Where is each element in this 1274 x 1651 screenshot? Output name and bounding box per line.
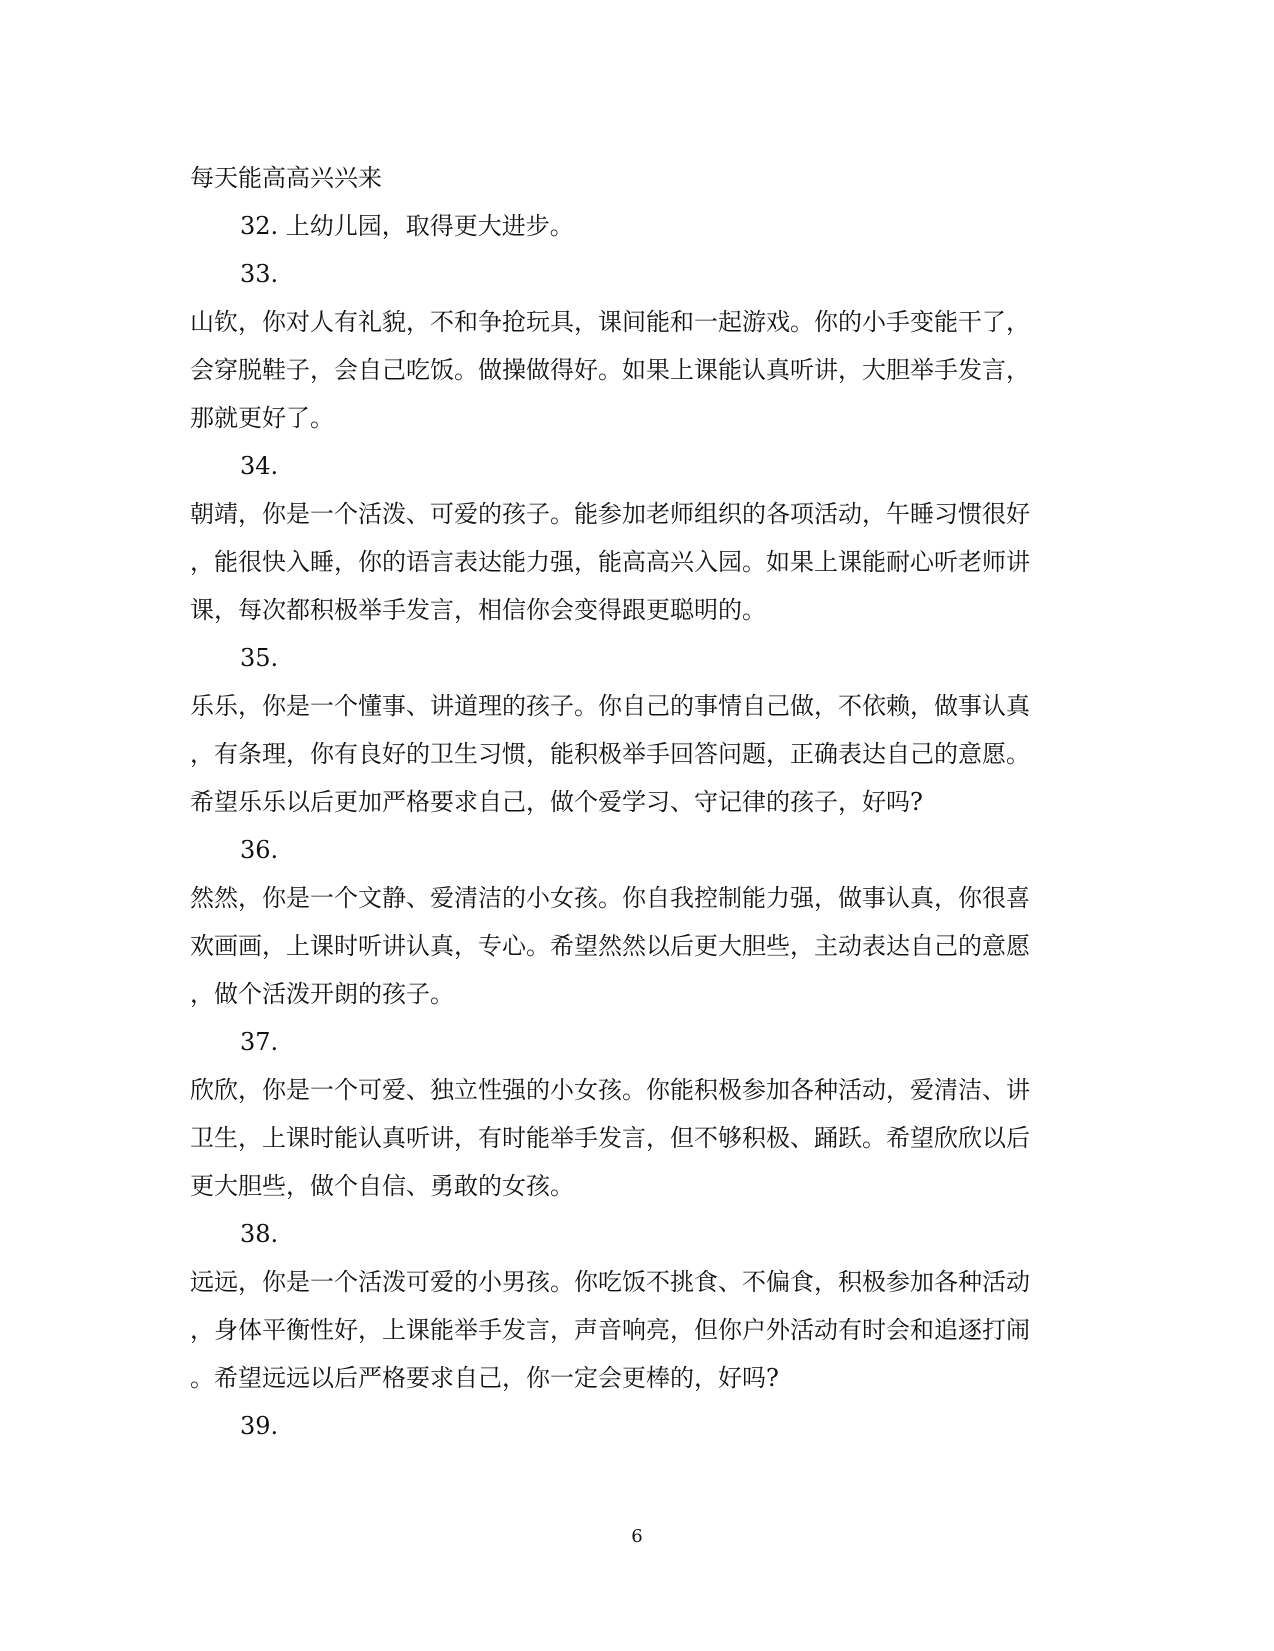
item-number: 36. bbox=[240, 836, 279, 864]
text-line: 欢画画，上课时听讲认真，专心。希望然然以后更大胆些，主动表达自己的意愿 bbox=[190, 932, 1030, 960]
text-line: 希望乐乐以后更加严格要求自己，做个爱学习、守记律的孩子，好吗? bbox=[190, 788, 923, 816]
item-number: 38. bbox=[240, 1220, 279, 1248]
text-line: 更大胆些，做个自信、勇敢的女孩。 bbox=[190, 1172, 574, 1200]
text-line: 然然，你是一个文静、爱清洁的小女孩。你自我控制能力强，做事认真，你很喜 bbox=[190, 884, 1030, 912]
item-number: 37. bbox=[240, 1028, 279, 1056]
text-line: ，身体平衡性好，上课能举手发言，声音响亮，但你户外活动有时会和追逐打闹 bbox=[190, 1316, 1030, 1344]
page-number: 6 bbox=[631, 1526, 643, 1547]
text-line: 32. 上幼儿园，取得更大进步。 bbox=[240, 212, 574, 240]
text-line: 乐乐，你是一个懂事、讲道理的孩子。你自己的事情自己做，不依赖，做事认真 bbox=[190, 692, 1030, 720]
text-line: 那就更好了。 bbox=[190, 404, 334, 432]
item-number: 39. bbox=[240, 1412, 279, 1440]
text-line: 会穿脱鞋子，会自己吃饭。做操做得好。如果上课能认真听讲，大胆举手发言， bbox=[190, 356, 1030, 384]
text-line: ，有条理，你有良好的卫生习惯，能积极举手回答问题，正确表达自己的意愿。 bbox=[190, 740, 1030, 768]
text-line: 朝靖，你是一个活泼、可爱的孩子。能参加老师组织的各项活动，午睡习惯很好 bbox=[190, 500, 1030, 528]
text-line: 。希望远远以后严格要求自己，你一定会更棒的，好吗? bbox=[190, 1364, 779, 1392]
text-line: 每天能高高兴兴来 bbox=[190, 164, 382, 192]
text-line: 欣欣，你是一个可爱、独立性强的小女孩。你能积极参加各种活动，爱清洁、讲 bbox=[190, 1076, 1030, 1104]
text-line: 远远，你是一个活泼可爱的小男孩。你吃饭不挑食、不偏食，积极参加各种活动 bbox=[190, 1268, 1030, 1296]
text-line: ，能很快入睡，你的语言表达能力强，能高高兴入园。如果上课能耐心听老师讲 bbox=[190, 548, 1030, 576]
document-body bbox=[190, 154, 1070, 1450]
text-line: 课，每次都积极举手发言，相信你会变得跟更聪明的。 bbox=[190, 596, 766, 624]
text-line: 卫生，上课时能认真听讲，有时能举手发言，但不够积极、踊跃。希望欣欣以后 bbox=[190, 1124, 1030, 1152]
text-line: 山钦，你对人有礼貌，不和争抢玩具，课间能和一起游戏。你的小手变能干了， bbox=[190, 308, 1030, 336]
item-number: 33. bbox=[240, 260, 279, 288]
item-number: 35. bbox=[240, 644, 279, 672]
text-line: ，做个活泼开朗的孩子。 bbox=[190, 980, 454, 1008]
item-number: 34. bbox=[240, 452, 279, 480]
